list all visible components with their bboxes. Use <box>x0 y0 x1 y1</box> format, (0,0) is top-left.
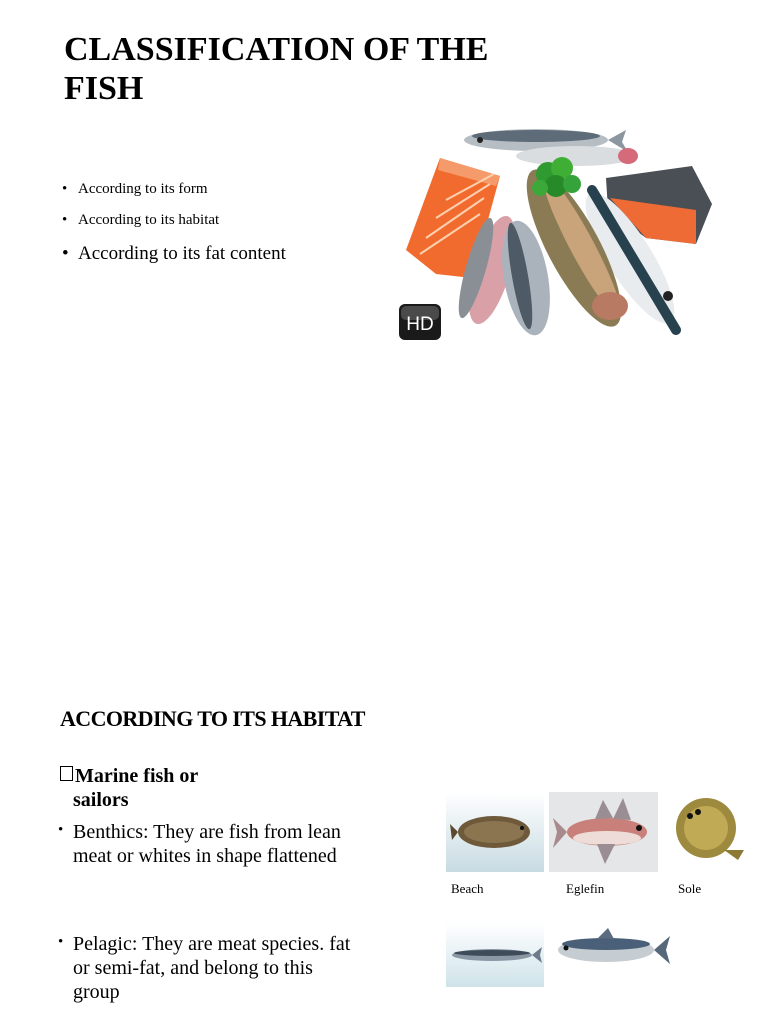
hd-badge <box>399 304 441 340</box>
slide-classification <box>0 0 768 360</box>
sole-fish-image <box>668 792 748 872</box>
bullet-item: • Pelagic: They are meat species. fat or semi-fat, and belong to this group <box>58 932 358 1004</box>
red-fish-top <box>516 146 638 166</box>
slide-habitat <box>0 690 768 1024</box>
beach-fish-image <box>446 792 544 872</box>
slide-title: CLASSIFICATION OF THE FISH <box>64 31 489 107</box>
bullet-item: • According to its habitat <box>62 211 286 229</box>
assorted-fish-image <box>396 118 716 348</box>
bullet-item: • According to its form <box>62 180 286 198</box>
bullet-list <box>62 180 286 266</box>
anchovy-fish-image <box>446 923 544 987</box>
bullet-dot-icon: • <box>58 934 64 950</box>
hd-badge-label: HD <box>406 314 434 335</box>
bullet-item: • According to its fat content <box>62 242 286 266</box>
herring-fish-image <box>552 926 672 970</box>
subheading: Marine fish or sailors <box>60 764 260 812</box>
eglefin-fish-image <box>549 792 658 872</box>
checkbox-glyph-icon <box>60 766 73 781</box>
caption-sole: Sole <box>678 881 702 896</box>
caption-beach: Beach <box>451 881 484 896</box>
bullet-item: • Benthics: They are fish from lean meat or whites in shape flattened <box>58 820 343 868</box>
slide-title: ACCORDING TO ITS HABITAT <box>60 706 365 731</box>
caption-eglefin: Eglefin <box>566 881 605 896</box>
bullet-dot-icon: • <box>58 822 64 838</box>
